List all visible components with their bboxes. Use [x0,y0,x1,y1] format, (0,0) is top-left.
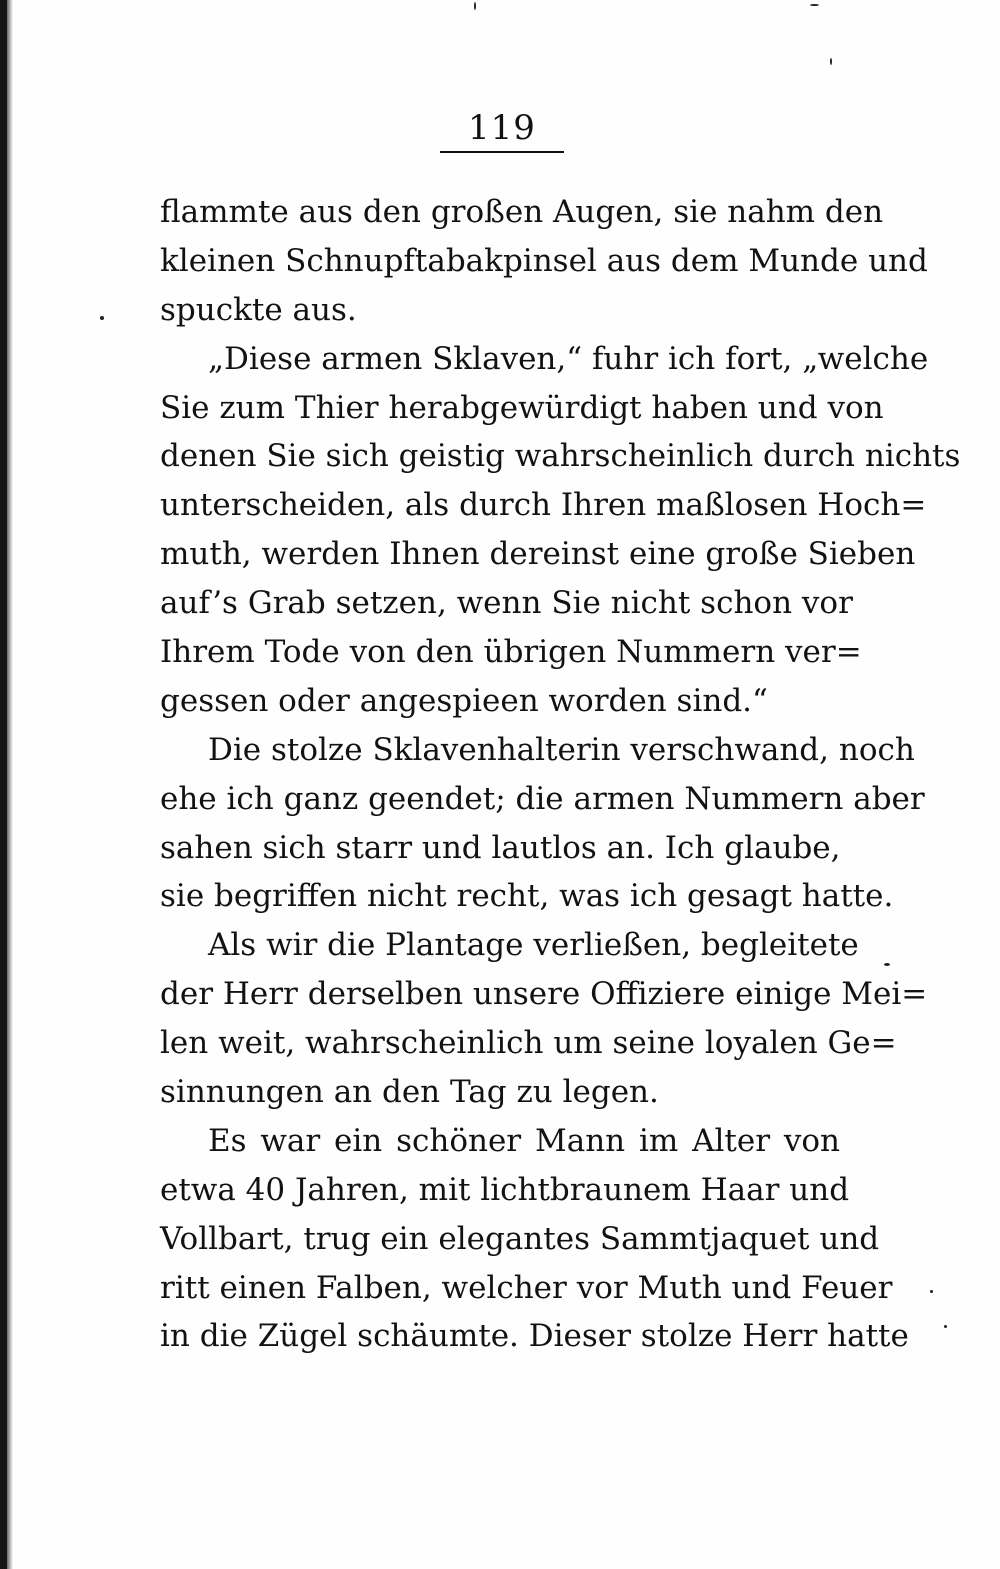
book-spine-edge [0,0,7,1569]
text-line: flammte aus den großen Augen, sie nahm den [160,194,884,230]
text-line: denen Sie sich geistig wahrscheinlich durch nichts [160,438,961,475]
text-line: sinnungen an den Tag zu legen. [160,1074,659,1111]
text-line: Es war ein schöner Mann im Alter von [208,1122,840,1159]
text-line: Die stolze Sklavenhalterin verschwand, noch [208,731,915,768]
text-line: spuckte aus. [160,291,357,328]
text-line: „Diese armen Sklaven,“ fuhr ich fort, „welche [208,340,929,377]
spine-shadow [7,0,13,1569]
text-line: der Herr derselben unsere Offiziere einige Mei= [160,976,928,1013]
text-line: gessen oder angespieen worden sind.“ [160,682,768,719]
text-line: ehe ich ganz geendet; die armen Nummern aber [160,780,925,817]
text-line: Als wir die Plantage verließen, begleitete [208,927,859,964]
scan-speck [474,2,476,10]
text-line: len weit, wahrscheinlich um seine loyalen Ge= [160,1025,897,1062]
text-line: Vollbart, trug ein elegantes Sammtjaquet und [160,1220,880,1257]
scan-speck [930,1290,933,1293]
page-number: 119 [468,108,536,148]
scan-speck [100,316,104,320]
text-line: kleinen Schnupftabakpinsel aus dem Munde und [160,242,928,279]
scan-speck [884,963,890,966]
text-line: ritt einen Falben, welcher vor Muth und Feuer [160,1269,893,1306]
page-number-rule [440,151,564,153]
scan-speck [810,4,819,6]
text-line: unterscheiden, als durch Ihren maßlosen Hoch= [160,487,927,524]
scan-speck [944,1325,947,1328]
text-line: sahen sich starr und lautlos an. Ich glaube, [160,829,841,866]
text-line: etwa 40 Jahren, mit lichtbraunem Haar und [160,1171,850,1208]
scan-speck [830,58,832,65]
text-line: muth, werden Ihnen dereinst eine große Sieben [160,536,916,573]
text-line: auf’s Grab setzen, wenn Sie nicht schon vor [160,585,853,622]
text-line: Sie zum Thier herabgewürdigt haben und von [160,389,884,426]
body-text [160,188,961,1361]
text-line: Ihrem Tode von den übrigen Nummern ver= [160,634,862,671]
text-line: in die Zügel schäumte. Dieser stolze Herr hatte [160,1318,909,1355]
text-line: sie begriffen nicht recht, was ich gesagt hatte. [160,878,894,915]
